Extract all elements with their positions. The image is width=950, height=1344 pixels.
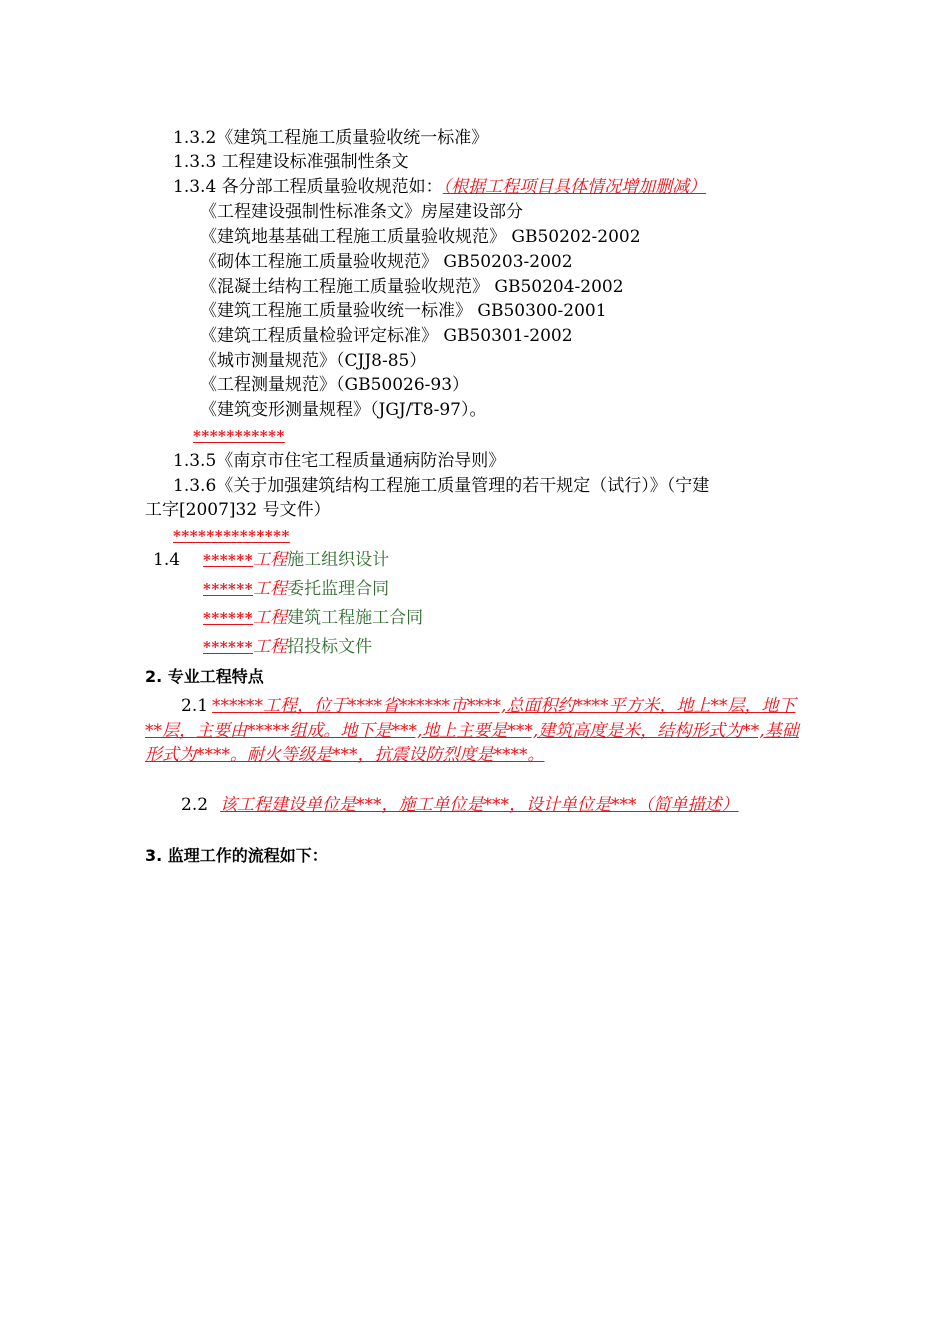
- reference-doc-item: [203, 577, 389, 601]
- standard-item: 《城市测量规范》（CJJ8-85）: [200, 351, 427, 371]
- doc-name: 施工组织设计: [287, 550, 390, 570]
- standard-item: 《建筑地基基础工程施工质量验收规范》 GB50202-2002: [200, 227, 641, 247]
- reference-doc-item: [203, 606, 423, 630]
- clause-1-3-4-note: （根据工程项目具体情况增加删减）: [442, 177, 707, 197]
- doc-name: 建筑工程施工合同: [287, 608, 424, 628]
- standard-item: 《建筑工程质量检验评定标准》 GB50301-2002: [200, 326, 573, 346]
- clause-1-3-5: 1.3.5《南京市住宅工程质量通病防治导则》: [173, 451, 506, 471]
- project-placeholder: ******: [203, 609, 254, 627]
- paragraph-2-2-text: 该工程建设单位是***，施工单位是***，设计单位是***（简单描述）: [220, 795, 739, 815]
- paragraph-2-1-text: ******工程，位于****省******市****,总面积约****平方米，地上**层，地下**层，主要由*****组成。地下是***,地上主要是***,建筑高度是米，结构形式为**,基础形式为****。耐火等级是***，抗震设防烈度是****。: [145, 696, 799, 765]
- project-label: 工程: [253, 637, 288, 657]
- placeholder-stars: **************: [173, 527, 290, 545]
- paragraph-2-1: [145, 694, 810, 768]
- paragraph-2-2: [145, 793, 810, 818]
- project-label: 工程: [253, 608, 288, 628]
- clause-1-3-6: 1.3.6《关于加强建筑结构工程施工质量管理的若干规定（试行）》（宁建: [173, 476, 710, 496]
- standard-item: 《工程建设强制性标准条文》房屋建设部分: [200, 202, 523, 222]
- section-3-heading: 3. 监理工作的流程如下：: [145, 846, 328, 865]
- clause-1-3-4-text: 1.3.4 各分部工程质量验收规范如：: [173, 177, 443, 197]
- project-placeholder: ******: [203, 551, 254, 569]
- placeholder-stars: ***********: [193, 427, 285, 445]
- clause-1-4-number: 1.4: [153, 550, 181, 570]
- project-label: 工程: [253, 550, 288, 570]
- clause-1-3-6-cont: 工字[2007]32 号文件）: [145, 500, 331, 520]
- doc-name: 委托监理合同: [287, 579, 390, 599]
- standard-item: 《工程测量规范》（GB50026-93）: [200, 375, 470, 395]
- reference-doc-item: [203, 548, 389, 572]
- standard-item: 《建筑工程施工质量验收统一标准》 GB50300-2001: [200, 301, 607, 321]
- clause-1-3-3: 1.3.3 工程建设标准强制性条文: [173, 152, 409, 172]
- standard-item: 《砌体工程施工质量验收规范》 GB50203-2002: [200, 252, 573, 272]
- standard-item: 《建筑变形测量规程》（JGJ/T8-97）。: [200, 400, 487, 420]
- project-placeholder: ******: [203, 580, 254, 598]
- paragraph-2-1-number: 2.1: [181, 696, 209, 716]
- reference-doc-item: [203, 635, 372, 659]
- clause-1-3-4: [173, 175, 706, 199]
- standard-item: 《混凝土结构工程施工质量验收规范》 GB50204-2002: [200, 277, 624, 297]
- project-label: 工程: [253, 579, 288, 599]
- section-2-heading: 2. 专业工程特点: [145, 667, 264, 686]
- doc-name: 招投标文件: [287, 637, 373, 657]
- project-placeholder: ******: [203, 638, 254, 656]
- paragraph-2-2-number: 2.2: [181, 795, 209, 815]
- clause-1-3-2: 1.3.2《建筑工程施工质量验收统一标准》: [173, 128, 489, 148]
